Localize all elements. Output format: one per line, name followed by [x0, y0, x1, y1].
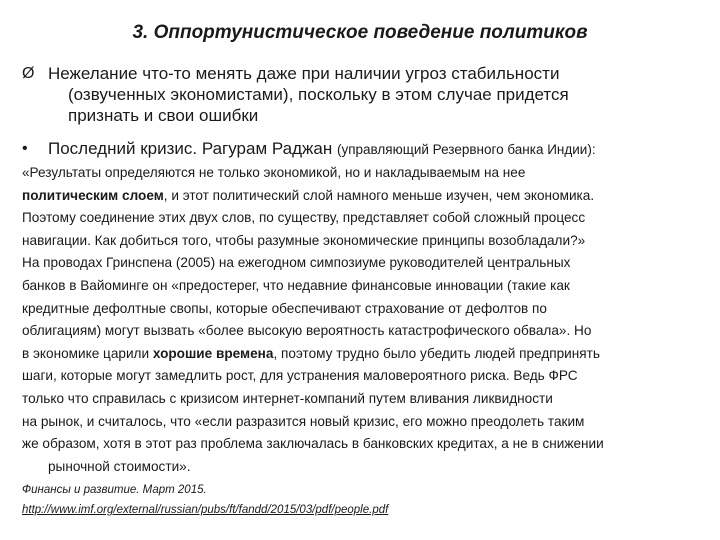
quote-emphasis: политическим слоем — [22, 187, 164, 203]
bullet-last-crisis — [22, 138, 712, 160]
quote-line: навигации. Как добиться того, чтобы разумные экономические принципы возобладали?» — [22, 232, 586, 248]
arrow-bullet-icon: Ø — [22, 65, 35, 82]
bullet-line: (озвученных экономистами), поскольку в этом случае придется — [68, 85, 569, 104]
quote-line: рыночной стоимости». — [48, 458, 191, 474]
quote-line: шаги, которые могут замедлить рост, для устранения маловероятного риска. Ведь ФРС — [22, 368, 578, 384]
quote-line: только что справилась с кризисом интернет-компаний путем вливания ликвидности — [22, 390, 553, 406]
quote-line: кредитные дефолтные свопы, которые обеспечивают страхование от дефолтов по — [22, 300, 547, 316]
slide-title: 3. Оппортунистическое поведение политиков — [132, 22, 588, 43]
bullet-main: Последний кризис. Рагурам Раджан — [48, 139, 333, 158]
bullet-note: (управляющий Резервного банка Индии): — [336, 142, 596, 157]
quote-line: Поэтому соединение этих двух слов, по существу, представляет собой сложный процесс — [22, 210, 586, 226]
source-link[interactable]: http://www.imf.org/external/russian/pubs/ft/fandd/2015/03/pdf/people.pdf — [22, 504, 389, 516]
dot-bullet-icon: • — [22, 140, 28, 157]
quote-line: же образом, хотя в этот раз проблема заключалась в банковских кредитах, а не в снижении — [22, 436, 604, 452]
source-citation — [22, 480, 388, 520]
quote-line: На проводах Гринспена (2005) на ежегодном симпозиуме руководителей центральных — [22, 255, 571, 271]
quote-line: «Результаты определяются не только экономикой, но и накладываемым на нее — [22, 165, 526, 180]
bullet-line: признать и свои ошибки — [68, 106, 259, 125]
quote-line: на рынок, и считалось, что «если разразится новый кризис, его можно преодолеть таким — [22, 413, 585, 429]
bullet-unwillingness — [22, 63, 712, 126]
quote-body — [22, 162, 712, 478]
quote-line — [22, 343, 712, 366]
citation-text: Финансы и развитие. Март 2015. — [22, 484, 207, 496]
quote-fragment: , и этот политический слой намного меньше изучен, чем экономика. — [163, 187, 595, 203]
bullet-line: Нежелание что-то менять даже при наличии угроз стабильности — [48, 64, 560, 83]
bullet-text — [48, 63, 712, 126]
quote-fragment: , поэтому трудно было убедить людей предпринять — [273, 345, 600, 361]
quote-fragment: в экономике царили — [22, 345, 153, 361]
quote-emphasis: хорошие времена — [152, 345, 274, 361]
quote-line: облигациям) могут вызвать «более высокую вероятность катастрофического обвала». Но — [22, 323, 592, 339]
quote-line: банков в Вайоминге он «предостерег, что недавние финансовые инновации (такие как — [22, 277, 570, 293]
bullet-text — [48, 138, 712, 160]
quote-line — [22, 185, 712, 208]
